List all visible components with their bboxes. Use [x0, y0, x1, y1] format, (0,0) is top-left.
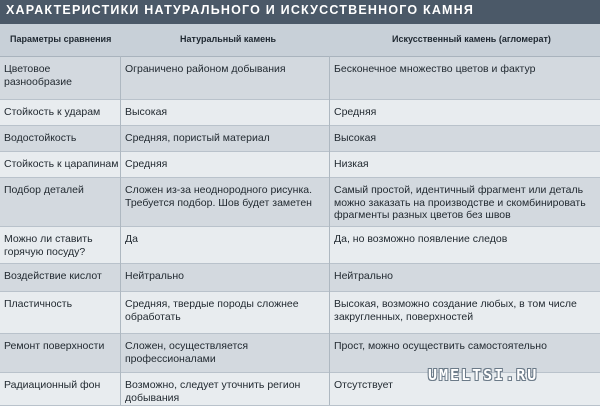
table-row — [0, 292, 600, 334]
row-param: Ремонт поверхности — [4, 340, 105, 352]
row-natural: Ограничено районом добывания — [125, 63, 286, 75]
row-param: Стойкость к царапинам — [4, 158, 119, 170]
column-divider — [329, 56, 330, 405]
row-natural: Высокая — [125, 106, 168, 118]
row-artificial: Бесконечное множество цветов и фактур — [334, 63, 536, 75]
row-artificial: Самый простой, идентичный фрагмент или деталь можно заказать на производстве и скомбинировать фрагменты разных цветов без швов — [334, 184, 586, 221]
row-param: Водостойкость — [4, 132, 77, 144]
row-natural: Возможно, следует уточнить регион добывания — [125, 379, 301, 404]
row-param: Можно ли ставить горячую посуду? — [4, 233, 93, 258]
table-row — [0, 100, 600, 126]
row-natural: Средняя, твердые породы сложнее обработать — [125, 298, 299, 323]
table-row — [0, 178, 600, 227]
row-natural: Средняя — [125, 158, 168, 170]
row-param: Стойкость к ударам — [4, 106, 101, 118]
row-natural: Да — [125, 233, 138, 245]
header-artificial: Искусственный камень (агломерат) — [392, 34, 551, 44]
row-natural: Сложен из-за неоднородного рисунка. Требуется подбор. Шов будет заметен — [125, 184, 313, 209]
row-param: Цветовое разнообразие — [4, 63, 72, 88]
row-param: Подбор деталей — [4, 184, 84, 196]
row-artificial: Отсутствует — [334, 379, 393, 391]
row-param: Воздействие кислот — [4, 270, 102, 282]
table-title: ХАРАКТЕРИСТИКИ НАТУРАЛЬНОГО И ИСКУССТВЕННОГО КАМНЯ — [6, 3, 475, 17]
row-artificial: Нейтрально — [334, 270, 394, 282]
row-param: Пластичность — [4, 298, 73, 310]
title-bar — [0, 0, 600, 24]
row-natural: Нейтрально — [125, 270, 185, 282]
row-natural: Средняя, пористый материал — [125, 132, 270, 144]
row-artificial: Высокая, возможно создание любых, в том числе закругленных, поверхностей — [334, 298, 577, 323]
row-artificial: Средняя — [334, 106, 377, 118]
table-row — [0, 57, 600, 100]
table-row — [0, 126, 600, 152]
row-artificial: Да, но возможно появление следов — [334, 233, 508, 245]
row-natural: Сложен, осуществляется профессионалами — [125, 340, 249, 365]
table-row — [0, 152, 600, 178]
watermark-text: UMELTSI.RU — [428, 366, 539, 384]
header-param: Параметры сравнения — [10, 34, 112, 44]
table-row — [0, 227, 600, 264]
row-artificial: Высокая — [334, 132, 377, 144]
row-artificial: Прост, можно осуществить самостоятельно — [334, 340, 547, 352]
row-artificial: Низкая — [334, 158, 369, 170]
column-divider — [120, 56, 121, 405]
row-param: Радиационный фон — [4, 379, 101, 391]
table-header — [0, 24, 600, 57]
table-row — [0, 264, 600, 292]
header-natural: Натуральный камень — [180, 34, 277, 44]
